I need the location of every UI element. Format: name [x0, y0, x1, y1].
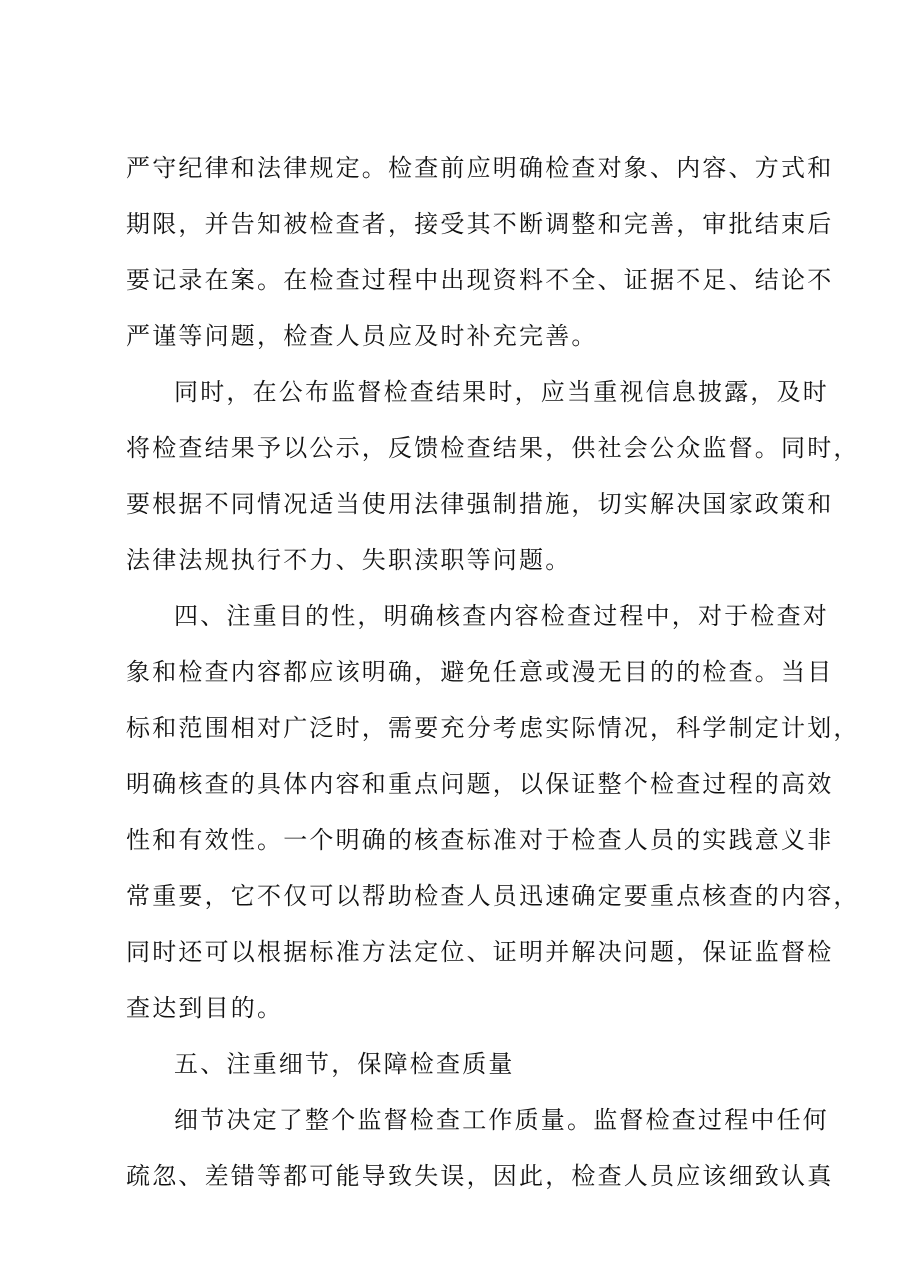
text-line: 严谨等问题，检查人员应及时补充完善。	[126, 322, 598, 350]
paragraph	[126, 1092, 834, 1204]
text-line: 明确核查的具体内容和重点问题，以保证整个检查过程的高效	[126, 770, 834, 798]
paragraph	[126, 140, 834, 364]
text-line: 性和有效性。一个明确的核查标准对于检查人员的实践意义非	[126, 826, 834, 854]
text-line: 要记录在案。在检查过程中出现资料不全、证据不足、结论不	[126, 266, 834, 294]
text-line: 同时，在公布监督检查结果时，应当重视信息披露，及时	[174, 378, 829, 406]
paragraph	[126, 588, 860, 1036]
text-line: 法律法规执行不力、失职渎职等问题。	[126, 546, 572, 574]
text-line: 疏忽、差错等都可能导致失误，因此，检查人员应该细致认真	[126, 1162, 834, 1190]
text-line: 查达到目的。	[126, 994, 284, 1022]
text-line: 严守纪律和法律规定。检查前应明确检查对象、内容、方式和	[126, 154, 834, 182]
text-line: 要根据不同情况适当使用法律强制措施，切实解决国家政策和	[126, 490, 834, 518]
text-line: 象和检查内容都应该明确，避免任意或漫无目的的检查。当目	[126, 658, 834, 686]
text-line: 将检查结果予以公示，反馈检查结果，供社会公众监督。同时，	[126, 434, 860, 462]
text-line: 期限，并告知被检查者，接受其不断调整和完善，审批结束后	[126, 210, 834, 238]
text-line: 常重要，它不仅可以帮助检查人员迅速确定要重点核查的内容，	[126, 882, 860, 910]
text-line: 标和范围相对广泛时，需要充分考虑实际情况，科学制定计划，	[126, 714, 860, 742]
text-line: 四、注重目的性，明确核查内容检查过程中，对于检查对	[174, 602, 829, 630]
document-body	[126, 140, 860, 1204]
heading-line: 五、注重细节，保障检查质量	[174, 1050, 515, 1078]
text-line: 同时还可以根据标准方法定位、证明并解决问题，保证监督检	[126, 938, 834, 966]
section-heading	[126, 1036, 796, 1092]
paragraph	[126, 364, 860, 588]
text-line: 细节决定了整个监督检查工作质量。监督检查过程中任何	[174, 1106, 829, 1134]
